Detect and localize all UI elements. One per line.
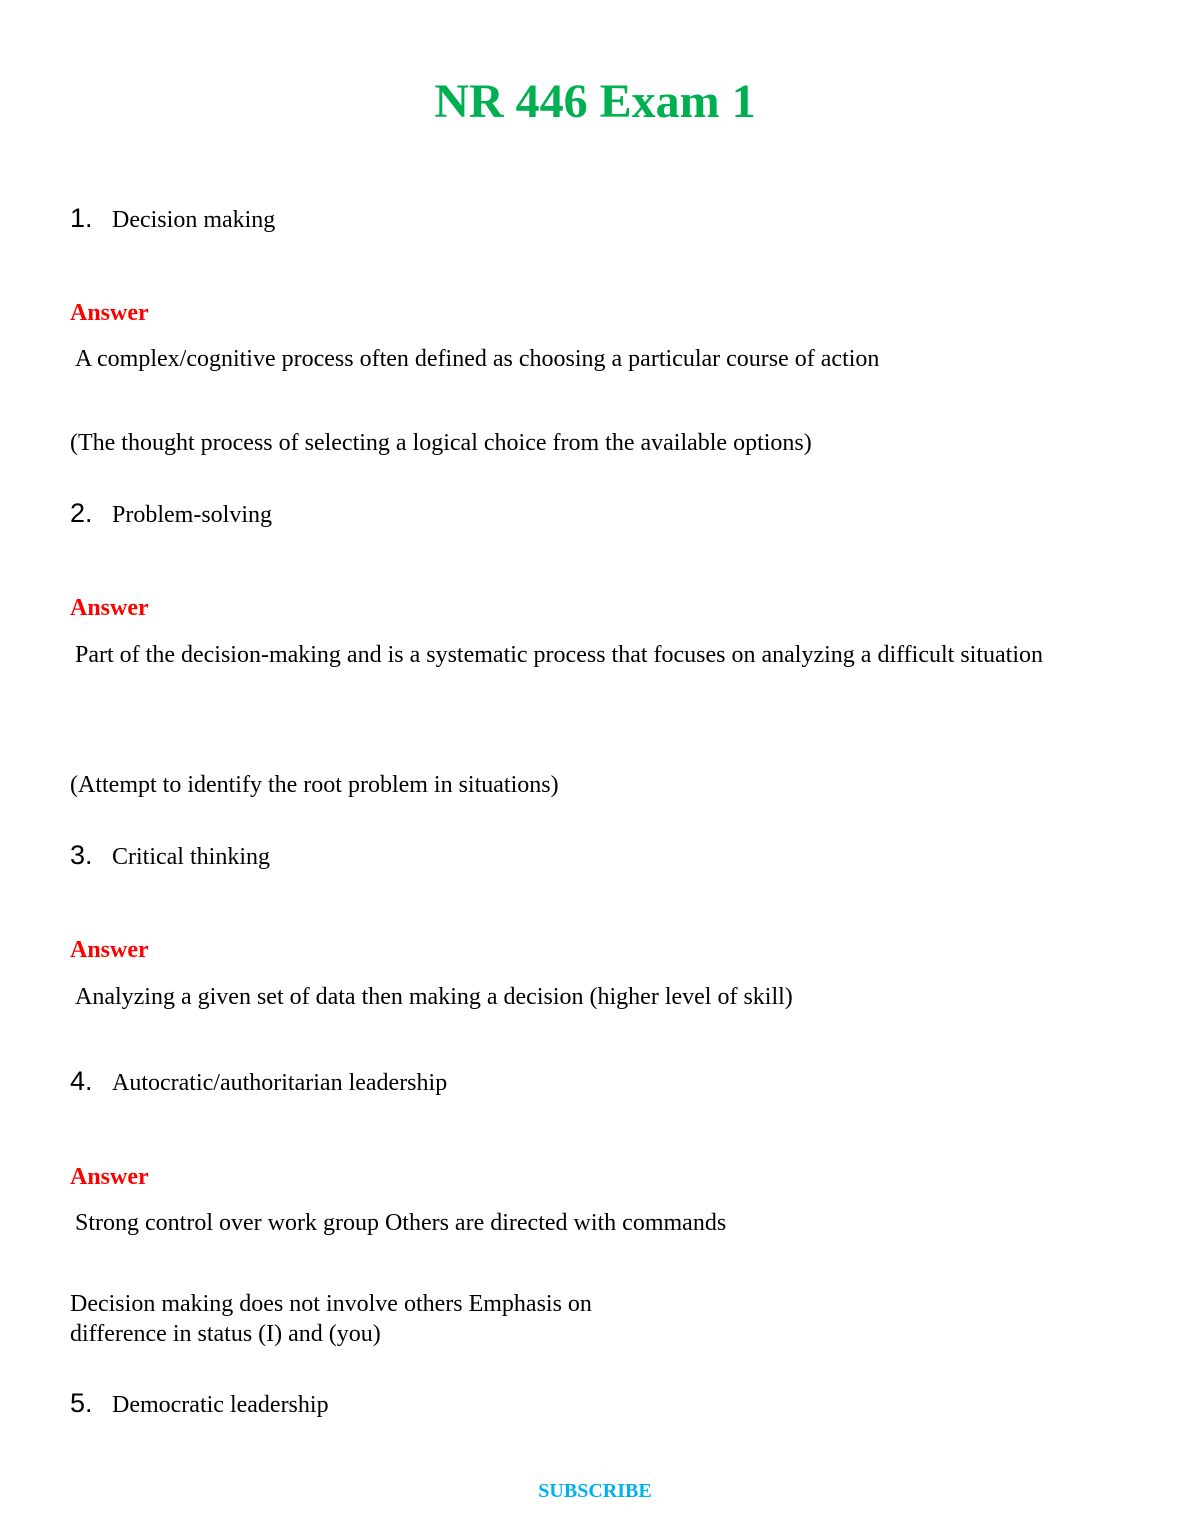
answer-text: A complex/cognitive process often defined as choosing a particular course of action (75, 346, 880, 372)
answer-text: (The thought process of selecting a logical choice from the available options) (70, 430, 812, 456)
answer-text: Decision making does not involve others Emphasis on (70, 1291, 592, 1317)
question-1 (70, 202, 275, 236)
answer-text: Strong control over work group Others are directed with commands (75, 1210, 727, 1236)
answer-label: Answer (70, 300, 149, 326)
question-term: Democratic leadership (112, 1392, 329, 1418)
question-3 (70, 839, 270, 873)
document-title: NR 446 Exam 1 (434, 75, 756, 128)
question-term: Problem-solving (112, 502, 272, 528)
answer-text: (Attempt to identify the root problem in situations) (70, 772, 559, 798)
answer-label: Answer (70, 1164, 149, 1190)
question-5 (70, 1387, 329, 1421)
answer-text: Part of the decision-making and is a systematic process that focuses on analyzing a difficult situation (75, 642, 1043, 668)
question-number: 3. (70, 840, 93, 870)
question-term: Autocratic/authoritarian leadership (112, 1070, 448, 1096)
question-number: 1. (70, 203, 93, 233)
question-number: 5. (70, 1388, 93, 1418)
question-number: 4. (70, 1066, 93, 1096)
answer-text: difference in status (I) and (you) (70, 1321, 381, 1347)
answer-label: Answer (70, 595, 149, 621)
answer-label: Answer (70, 937, 149, 963)
question-4 (70, 1065, 447, 1099)
question-number: 2. (70, 498, 93, 528)
question-2 (70, 497, 272, 531)
subscribe-link[interactable]: SUBSCRIBE (538, 1480, 652, 1502)
question-term: Critical thinking (112, 844, 270, 870)
answer-text: Analyzing a given set of data then making a decision (higher level of skill) (75, 984, 793, 1010)
question-term: Decision making (112, 207, 276, 233)
